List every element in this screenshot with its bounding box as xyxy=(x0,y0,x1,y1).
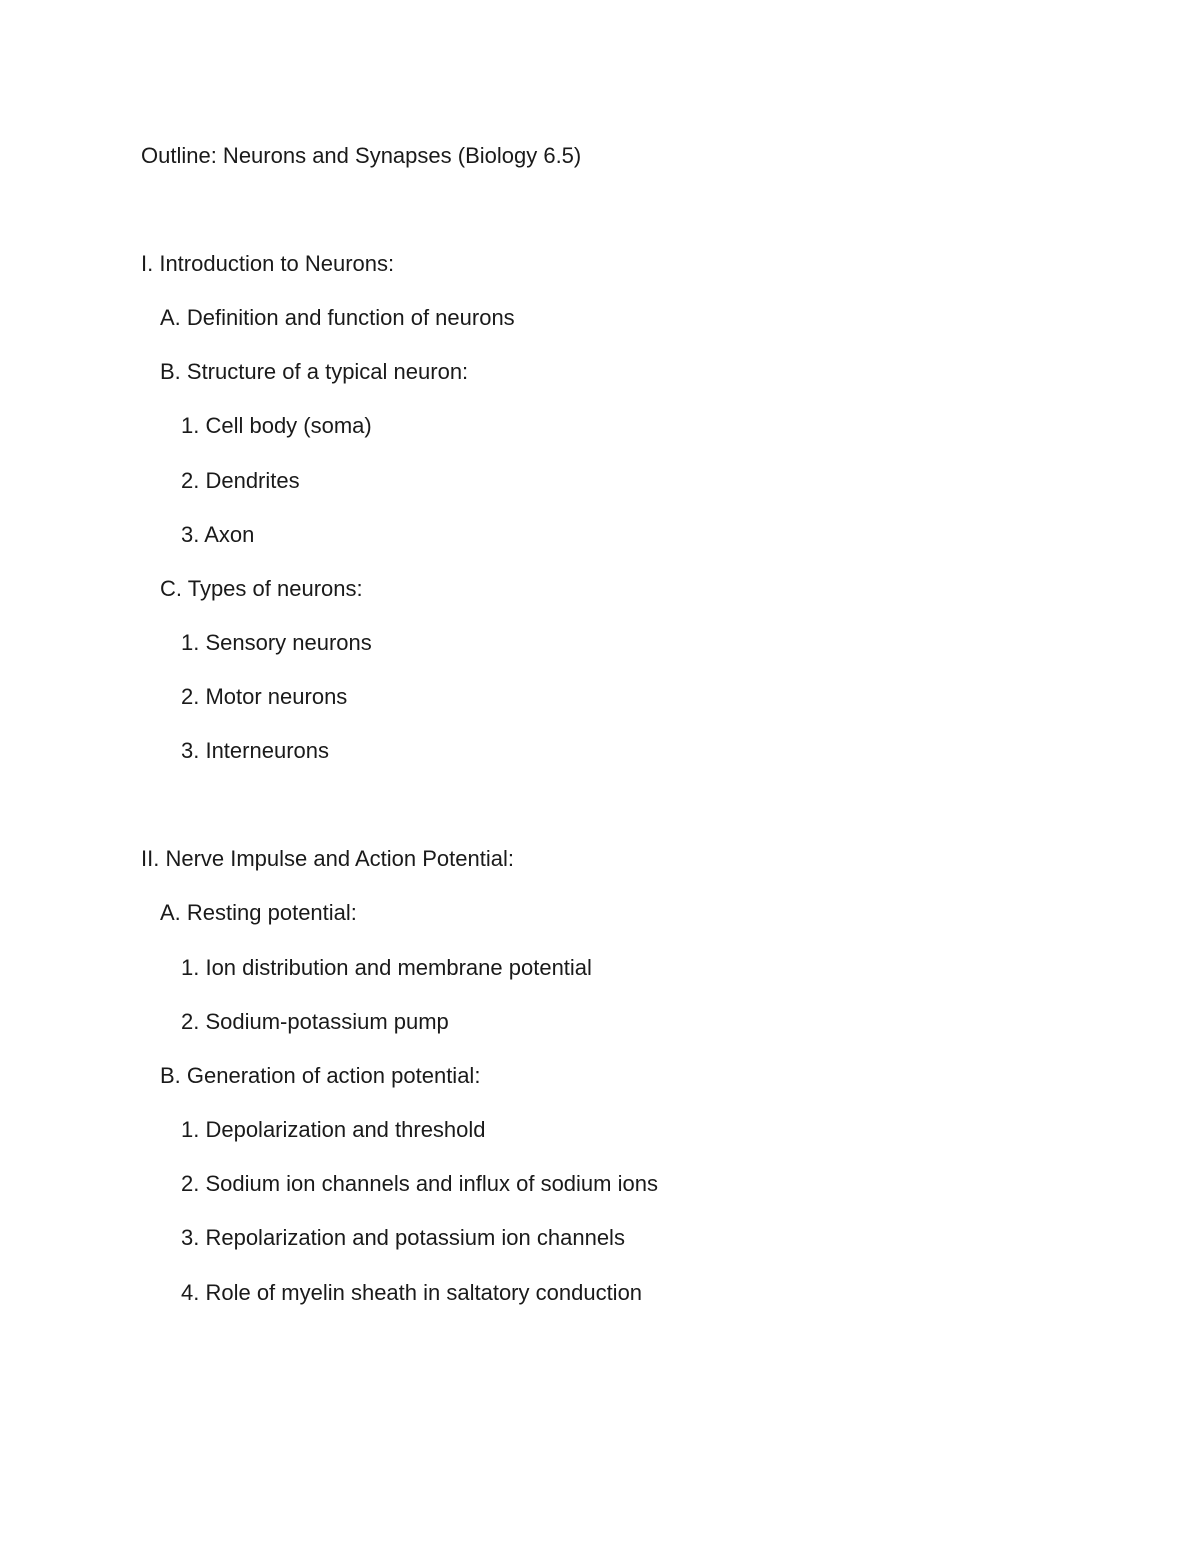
outline-item: C. Types of neurons: xyxy=(160,576,363,601)
outline-item: B. Structure of a typical neuron: xyxy=(160,359,469,384)
outline-item: A. Definition and function of neurons xyxy=(160,305,515,330)
outline-subitem: 1. Depolarization and threshold xyxy=(181,1117,486,1142)
outline-subitem: 4. Role of myelin sheath in saltatory conduction xyxy=(181,1280,643,1305)
outline-subitem: 1. Sensory neurons xyxy=(181,630,372,655)
outline-subitem: 2. Sodium-potassium pump xyxy=(181,1009,449,1034)
outline-subitem: 3. Axon xyxy=(181,522,255,547)
outline-subitem: 2. Dendrites xyxy=(181,468,300,493)
outline-subitem: 1. Ion distribution and membrane potential xyxy=(181,955,592,980)
outline-subitem: 2. Sodium ion channels and influx of sodium ions xyxy=(181,1171,658,1196)
outline-item: A. Resting potential: xyxy=(160,900,357,925)
document-title: Outline: Neurons and Synapses (Biology 6.5) xyxy=(141,143,582,168)
outline-subitem: 2. Motor neurons xyxy=(181,684,348,709)
outline-subitem: 3. Interneurons xyxy=(181,738,329,763)
section-heading: I. Introduction to Neurons: xyxy=(141,251,395,276)
outline-subitem: 3. Repolarization and potassium ion channels xyxy=(181,1225,625,1250)
section-heading: II. Nerve Impulse and Action Potential: xyxy=(141,846,514,871)
outline-subitem: 1. Cell body (soma) xyxy=(181,413,372,438)
outline-item: B. Generation of action potential: xyxy=(160,1063,481,1088)
